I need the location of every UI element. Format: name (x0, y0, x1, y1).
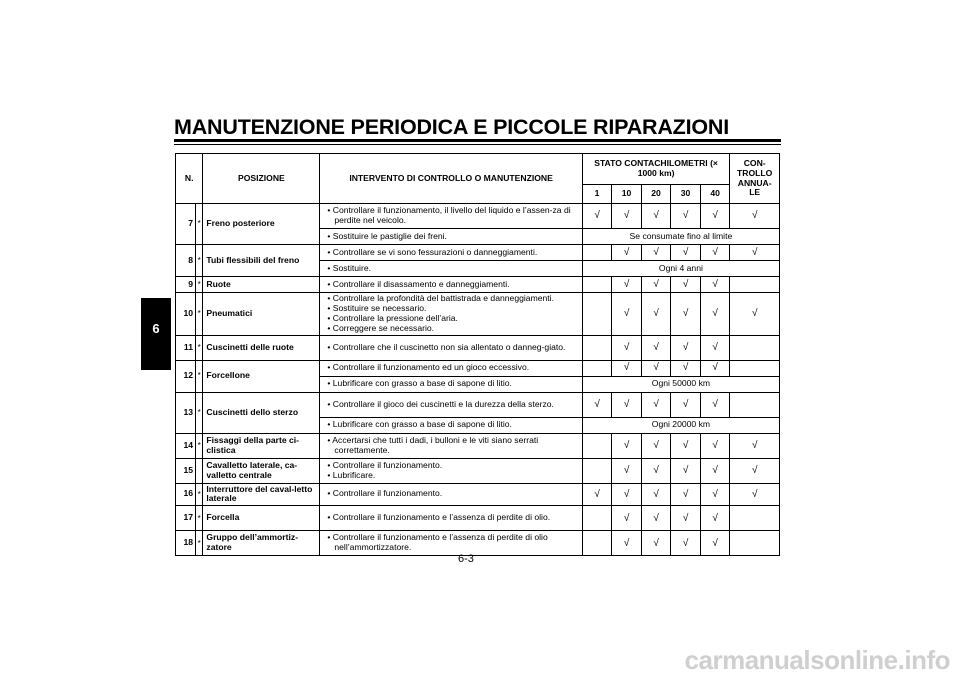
intervention-cell (320, 458, 582, 483)
header-n: N. (176, 154, 203, 204)
page-title: MANUTENZIONE PERIODICA E PICCOLE RIPARAZIONI (174, 115, 729, 139)
checkmark: √ (641, 483, 671, 506)
checkmark: √ (612, 506, 642, 531)
interval-note: Ogni 4 anni (582, 261, 779, 277)
watermark: carmanualsonline.info (684, 645, 950, 675)
checkmark: √ (671, 277, 701, 293)
asterisk-mark: * (196, 245, 203, 277)
checkmark: √ (612, 277, 642, 293)
empty-cell (582, 360, 612, 376)
empty-cell (730, 531, 780, 556)
checkmark: √ (641, 245, 671, 261)
intervention-text: • Sostituire. (327, 262, 371, 273)
intervention-text: • Controllare la profondità del battistrada e danneggiamenti. (327, 293, 554, 303)
intervention-cell (320, 506, 582, 531)
table-row (176, 277, 780, 293)
checkmark: √ (612, 433, 642, 458)
checkmark: √ (641, 204, 671, 229)
item-number: 7 (176, 204, 196, 245)
asterisk-mark: * (196, 433, 203, 458)
header-stato: STATO CONTACHILOMETRI (× 1000 km) (582, 154, 730, 185)
checkmark: √ (641, 277, 671, 293)
item-position: Forcella (203, 506, 320, 531)
intervention-text: • Lubrificare. (327, 469, 376, 480)
intervention-line: Lubrificare con grasso a base di sapone di litio. (332, 378, 512, 389)
checkmark: √ (612, 392, 642, 417)
item-number: 17 (176, 506, 196, 531)
asterisk-mark: * (196, 335, 203, 360)
empty-cell (730, 277, 780, 293)
interval-note: Se consumate fino al limite (582, 229, 779, 245)
empty-cell (582, 458, 612, 483)
intervention-cell (320, 392, 582, 417)
intervention-line: Controllare il funzionamento, il livello del liquido e l’assen-za di perdite nel veicolo. (332, 205, 571, 225)
empty-cell (582, 277, 612, 293)
item-position: Interruttore del caval-letto laterale (203, 483, 320, 506)
checkmark: √ (700, 335, 730, 360)
table-row (176, 293, 780, 336)
checkmark: √ (671, 506, 701, 531)
asterisk-mark: * (196, 204, 203, 245)
table-row (176, 392, 780, 417)
item-number: 15 (176, 458, 196, 483)
checkmark: √ (641, 360, 671, 376)
checkmark: √ (730, 293, 780, 336)
checkmark: √ (641, 335, 671, 360)
table-row (176, 506, 780, 531)
intervention-text: • Controllare che il cuscinetto non sia allentato o danneg-giato. (327, 341, 566, 352)
intervention-text: • Sostituire se necessario. (327, 302, 427, 313)
intervention-line: Sostituire le pastiglie dei freni. (332, 230, 447, 241)
table-row (176, 531, 780, 556)
intervention-text: • Controllare il disassamento e danneggiamenti. (327, 278, 510, 289)
intervention-line: Lubrificare con grasso a base di sapone di litio. (332, 419, 512, 430)
intervention-line: Sostituire. (332, 262, 371, 273)
intervention-cell (320, 261, 582, 277)
intervention-line: Lubrificare. (332, 469, 376, 480)
empty-cell (582, 245, 612, 261)
checkmark: √ (700, 433, 730, 458)
checkmark: √ (671, 433, 701, 458)
item-position: Cuscinetti dello sterzo (203, 392, 320, 433)
item-number: 11 (176, 335, 196, 360)
intervention-line: Controllare il funzionamento e l’assenza di perdite di olio. (332, 512, 551, 523)
intervention-line: Controllare il funzionamento. (332, 488, 443, 499)
intervention-cell (320, 360, 582, 376)
checkmark: √ (700, 531, 730, 556)
intervention-line: Controllare la pressione dell’aria. (332, 312, 458, 323)
checkmark: √ (612, 245, 642, 261)
interval-note: Ogni 50000 km (582, 376, 779, 392)
checkmark: √ (730, 458, 780, 483)
checkmark: √ (700, 392, 730, 417)
table-row (176, 204, 780, 229)
empty-cell (730, 392, 780, 417)
checkmark: √ (612, 531, 642, 556)
intervention-line: Controllare che il cuscinetto non sia allentato o danneg-giato. (332, 341, 566, 352)
item-position: Freno posteriore (203, 204, 320, 245)
maintenance-table (175, 153, 780, 556)
asterisk-mark: * (196, 392, 203, 433)
header-km: 10 (612, 185, 642, 204)
item-number: 12 (176, 360, 196, 392)
intervention-text: • Controllare il funzionamento. (327, 459, 443, 470)
checkmark: √ (730, 483, 780, 506)
chapter-tab: 6 (141, 298, 171, 370)
intervention-line: Controllare la profondità del battistrada e danneggiamenti. (332, 293, 554, 303)
checkmark: √ (582, 204, 612, 229)
asterisk-mark (196, 458, 203, 483)
intervention-text: • Controllare il funzionamento e l’assenza di perdite di olio. (327, 512, 551, 523)
empty-cell (730, 360, 780, 376)
asterisk-mark: * (196, 506, 203, 531)
asterisk-mark: * (196, 483, 203, 506)
intervention-line: Controllare il funzionamento e l’assenza di perdite di olio nell’ammortizzatore. (332, 532, 548, 553)
checkmark: √ (641, 293, 671, 336)
intervention-line: Sostituire se necessario. (332, 302, 427, 313)
table-row (176, 360, 780, 376)
title-rule-thick (174, 139, 781, 142)
interval-note: Ogni 20000 km (582, 417, 779, 433)
checkmark: √ (700, 360, 730, 376)
checkmark: √ (582, 392, 612, 417)
intervention-line: Correggere se necessario. (332, 322, 435, 333)
checkmark: √ (612, 360, 642, 376)
header-km: 1 (582, 185, 612, 204)
intervention-line: Accertarsi che tutti i dadi, i bulloni e le viti siano serrati correttamente. (332, 434, 539, 455)
intervention-cell (320, 376, 582, 392)
checkmark: √ (730, 204, 780, 229)
table-row (176, 335, 780, 360)
item-number: 16 (176, 483, 196, 506)
item-number: 14 (176, 433, 196, 458)
intervention-text: • Controllare il funzionamento e l’assenza di perdite di olio nell’ammortizzatore. (327, 532, 548, 553)
intervention-cell (320, 204, 582, 229)
checkmark: √ (641, 433, 671, 458)
asterisk-mark: * (196, 293, 203, 336)
intervention-line: Controllare se vi sono fessurazioni o danneggiamenti. (332, 246, 538, 257)
item-position: Cavalletto laterale, ca-valletto centrale (203, 458, 320, 483)
item-position: Ruote (203, 277, 320, 293)
table-row (176, 483, 780, 506)
item-number: 18 (176, 531, 196, 556)
intervention-cell (320, 245, 582, 261)
checkmark: √ (671, 335, 701, 360)
header-km: 30 (671, 185, 701, 204)
checkmark: √ (671, 360, 701, 376)
checkmark: √ (700, 506, 730, 531)
header-controllo-annuale: CON-TROLLO ANNUA-LE (730, 154, 780, 204)
checkmark: √ (700, 245, 730, 261)
checkmark: √ (612, 204, 642, 229)
intervention-text: • Correggere se necessario. (327, 322, 435, 333)
intervention-cell (320, 531, 582, 556)
item-position: Cuscinetti delle ruote (203, 335, 320, 360)
checkmark: √ (671, 293, 701, 336)
intervention-cell (320, 417, 582, 433)
intervention-text: • Controllare il funzionamento, il livello del liquido e l’assen-za di perdite nel veicolo. (327, 205, 571, 225)
header-km: 40 (700, 185, 730, 204)
checkmark: √ (612, 458, 642, 483)
intervention-line: Controllare il funzionamento ed un gioco eccessivo. (332, 362, 530, 373)
item-position: Tubi flessibili del freno (203, 245, 320, 277)
checkmark: √ (700, 483, 730, 506)
item-position: Fissaggi della parte ci-clistica (203, 433, 320, 458)
asterisk-mark: * (196, 360, 203, 392)
intervention-line: Controllare il disassamento e danneggiamenti. (332, 278, 510, 289)
header-posizione: POSIZIONE (203, 154, 320, 204)
checkmark: √ (641, 506, 671, 531)
table-row (176, 433, 780, 458)
empty-cell (582, 293, 612, 336)
intervention-text: • Accertarsi che tutti i dadi, i bulloni e le viti siano serrati correttamente. (327, 434, 539, 455)
checkmark: √ (671, 204, 701, 229)
item-number: 10 (176, 293, 196, 336)
asterisk-mark: * (196, 531, 203, 556)
checkmark: √ (700, 458, 730, 483)
empty-cell (582, 531, 612, 556)
intervention-text: • Sostituire le pastiglie dei freni. (327, 230, 447, 241)
intervention-line: Controllare il funzionamento. (332, 459, 443, 470)
item-position: Gruppo dell’ammortiz-zatore (203, 531, 320, 556)
intervention-cell (320, 229, 582, 245)
empty-cell (730, 335, 780, 360)
checkmark: √ (612, 483, 642, 506)
checkmark: √ (641, 458, 671, 483)
header-intervento: INTERVENTO DI CONTROLLO O MANUTENZIONE (320, 154, 582, 204)
checkmark: √ (582, 483, 612, 506)
checkmark: √ (730, 245, 780, 261)
header-km: 20 (641, 185, 671, 204)
intervention-text: • Lubrificare con grasso a base di sapone di litio. (327, 419, 512, 430)
checkmark: √ (671, 245, 701, 261)
page-number: 6-3 (458, 553, 474, 565)
header-row (176, 154, 780, 185)
table-row (176, 458, 780, 483)
checkmark: √ (700, 293, 730, 336)
intervention-text: • Controllare il funzionamento ed un gioco eccessivo. (327, 362, 530, 373)
intervention-text: • Controllare il gioco dei cuscinetti e la durezza della sterzo. (327, 398, 554, 409)
asterisk-mark: * (196, 277, 203, 293)
item-number: 13 (176, 392, 196, 433)
checkmark: √ (641, 531, 671, 556)
checkmark: √ (641, 392, 671, 417)
checkmark: √ (730, 433, 780, 458)
empty-cell (730, 506, 780, 531)
item-position: Pneumatici (203, 293, 320, 336)
table-row (176, 245, 780, 261)
item-number: 8 (176, 245, 196, 277)
item-number: 9 (176, 277, 196, 293)
empty-cell (582, 433, 612, 458)
intervention-cell (320, 277, 582, 293)
title-rule-thin (174, 144, 781, 145)
empty-cell (582, 335, 612, 360)
intervention-text: • Lubrificare con grasso a base di sapone di litio. (327, 378, 512, 389)
checkmark: √ (671, 483, 701, 506)
intervention-cell (320, 293, 582, 336)
checkmark: √ (671, 458, 701, 483)
item-position: Forcellone (203, 360, 320, 392)
intervention-cell (320, 483, 582, 506)
checkmark: √ (700, 204, 730, 229)
checkmark: √ (700, 277, 730, 293)
checkmark: √ (671, 531, 701, 556)
intervention-line: Controllare il gioco dei cuscinetti e la durezza della sterzo. (332, 398, 554, 409)
empty-cell (582, 506, 612, 531)
checkmark: √ (612, 335, 642, 360)
checkmark: √ (671, 392, 701, 417)
intervention-text: • Controllare la pressione dell’aria. (327, 312, 458, 323)
checkmark: √ (612, 293, 642, 336)
intervention-cell (320, 433, 582, 458)
intervention-text: • Controllare il funzionamento. (327, 488, 443, 499)
intervention-text: • Controllare se vi sono fessurazioni o danneggiamenti. (327, 246, 538, 257)
intervention-cell (320, 335, 582, 360)
